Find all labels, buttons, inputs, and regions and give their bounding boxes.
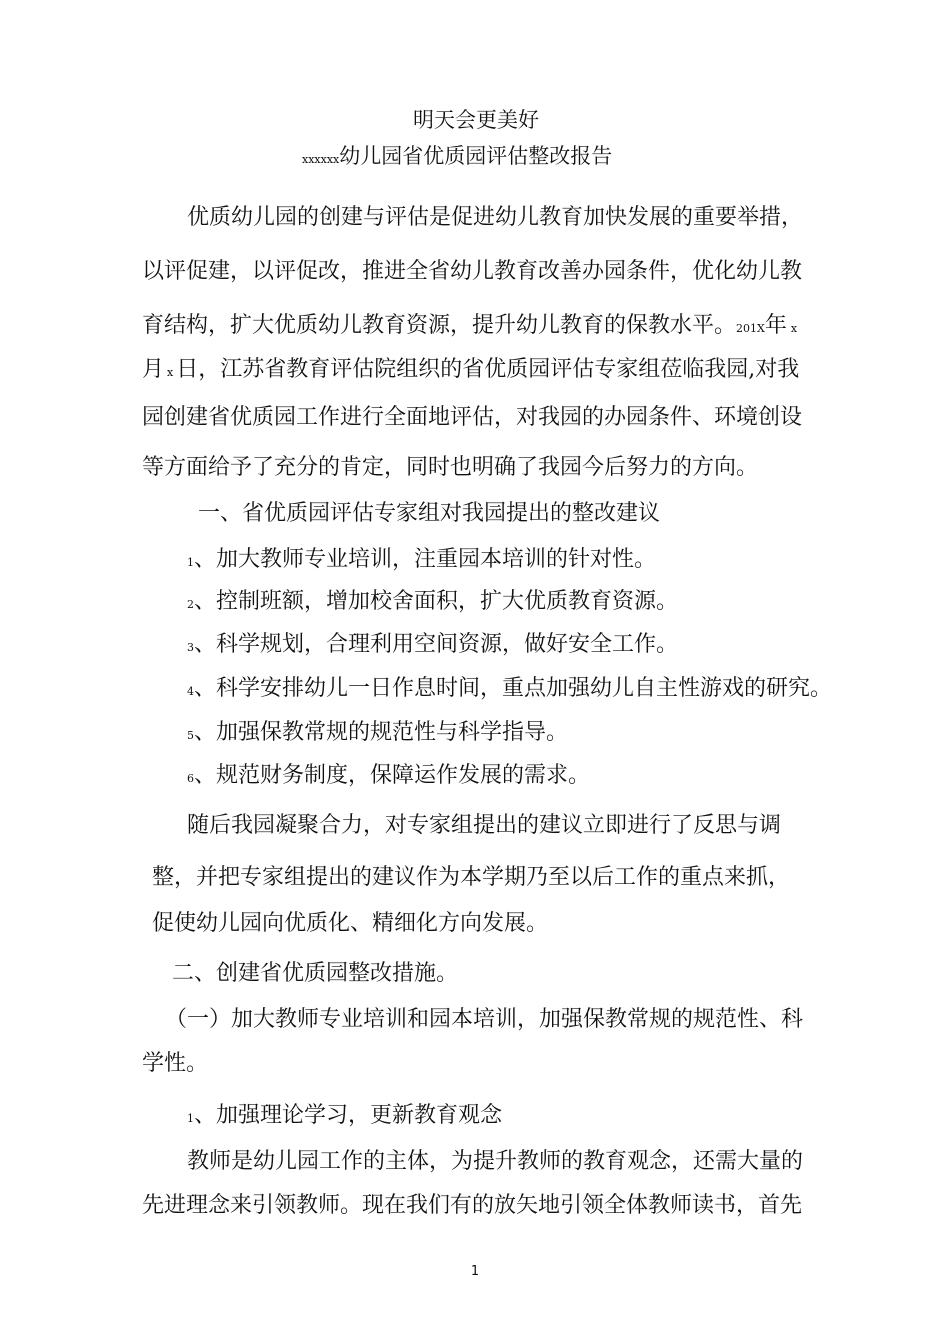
point-1-heading: [187, 1102, 502, 1133]
followup-line-3: 促使幼儿园向优质化、精细化方向发展。: [152, 911, 549, 936]
intro-line-4-text: 日，江苏省教育评估院组织的省优质园评估专家组莅临我园,对我: [176, 357, 800, 382]
list-item-text: 、规范财务制度，保障运作发展的需求。: [194, 763, 591, 788]
list-item-number: 3: [187, 641, 194, 654]
subsection-1-line-2: 学性。: [142, 1051, 209, 1076]
subtitle-prefix: xxxxxx: [302, 153, 340, 166]
list-item-number: 5: [187, 729, 194, 742]
intro-day-x: x: [167, 366, 174, 379]
point-1-number: 1: [187, 1112, 194, 1125]
page-number: 1: [470, 1264, 480, 1279]
list-item: [187, 762, 590, 793]
intro-line-6: 等方面给予了充分的肯定，同时也明确了我园今后努力的方向。: [142, 455, 759, 480]
intro-line-1: 优质幼儿园的创建与评估是促进幼儿教育加快发展的重要举措，: [187, 205, 804, 230]
list-item-number: 2: [187, 598, 194, 611]
subtitle-text: 幼儿园省优质园评估整改报告: [339, 144, 613, 168]
list-item-text: 、科学规划，合理利用空间资源，做好安全工作。: [194, 632, 679, 657]
section-1-heading: 一、省优质园评估专家组对我园提出的整改建议: [198, 501, 661, 526]
intro-line-3-text: 育结构，扩大优质幼儿教育资源，提升幼儿教育的保教水平。: [142, 313, 737, 338]
body-line-1: 教师是幼儿园工作的主体，为提升教师的教育观念，还需大量的: [187, 1149, 804, 1174]
list-item: [187, 675, 832, 706]
list-item-text: 、科学安排幼儿一日作息时间，重点加强幼儿自主性游戏的研究。: [194, 676, 833, 701]
intro-line-2: 以评促建，以评促改，推进全省幼儿教育改善办园条件，优化幼儿教: [142, 259, 803, 284]
intro-month-x: x: [790, 322, 798, 335]
document-subtitle: [302, 142, 612, 174]
list-item-text: 、加大教师专业培训，注重园本培训的针对性。: [194, 547, 657, 572]
body-line-2: 先进理念来引领教师。现在我们有的放矢地引领全体教师读书，首先: [142, 1193, 803, 1218]
list-item: [187, 546, 656, 577]
intro-line-5: 园创建省优质园工作进行全面地评估，对我园的办园条件、环境创设: [142, 405, 803, 430]
followup-line-1: 随后我园凝聚合力，对专家组提出的建议立即进行了反思与调: [187, 813, 782, 838]
point-1-text: 、加强理论学习，更新教育观念: [194, 1103, 503, 1128]
document-title: 明天会更美好: [413, 108, 539, 132]
list-item-number: 6: [187, 772, 194, 785]
intro-line-4: [142, 356, 799, 387]
section-2-heading: 二、创建省优质园整改措施。: [172, 961, 459, 986]
list-item-text: 、控制班额，增加校舍面积，扩大优质教育资源。: [194, 589, 679, 614]
subsection-1-line-1: （一）加大教师专业培训和园本培训，加强保教常规的规范性、科: [165, 1007, 804, 1032]
intro-yue: 月: [142, 357, 165, 382]
list-item-number: 1: [187, 556, 194, 569]
list-item-number: 4: [187, 685, 194, 698]
intro-nian: 年: [764, 313, 787, 338]
list-item: [187, 719, 568, 750]
list-item: [187, 588, 678, 619]
list-item: [187, 631, 678, 662]
intro-line-3: [142, 312, 797, 343]
list-item-text: 、加强保教常规的规范性与科学指导。: [194, 720, 569, 745]
followup-line-2: 整，并把专家组提出的建议作为本学期乃至以后工作的重点来抓，: [152, 865, 791, 890]
intro-year: 201X: [736, 322, 765, 335]
